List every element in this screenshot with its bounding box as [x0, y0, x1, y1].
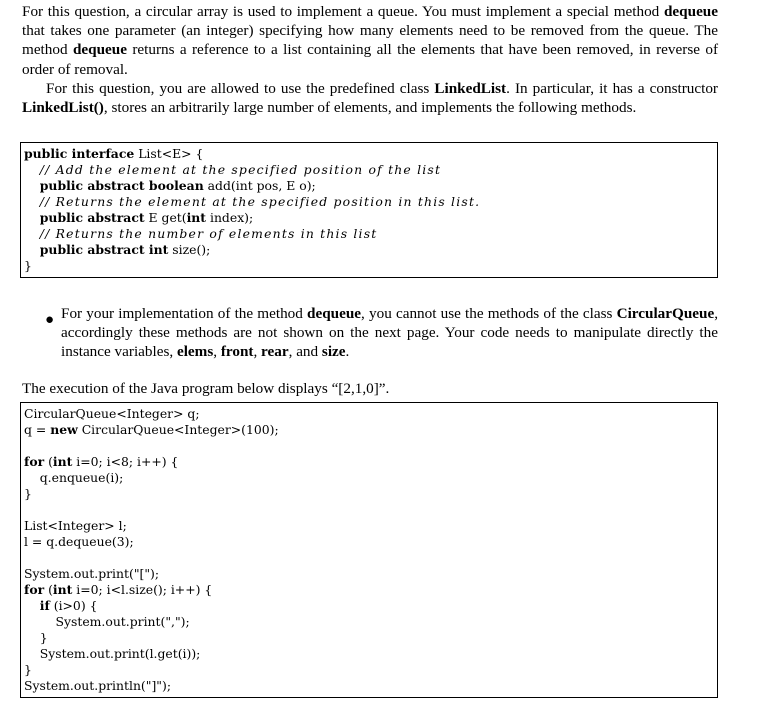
- code-line: // Returns the number of elements in this list: [39, 226, 378, 241]
- text-run: ,: [253, 343, 262, 361]
- text-run: For your implementation of the method: [61, 305, 308, 322]
- program-code-box: [20, 402, 718, 698]
- code-line: // Add the element at the specified position of the list: [39, 162, 442, 177]
- bold-term: LinkedList(): [22, 99, 104, 117]
- code-line: public abstract boolean add(int pos, E o);: [39, 178, 316, 193]
- text-run: .: [345, 343, 350, 361]
- code-line: List<Integer> l;: [24, 518, 127, 533]
- text-run: , and: [288, 343, 322, 361]
- bold-term: LinkedList: [434, 80, 507, 97]
- text-run: returns a reference to a list containing all the elements that have been removed, in reverse of order of removal.: [22, 41, 718, 78]
- code-line: public abstract E get(int index);: [39, 210, 254, 225]
- bold-term: rear: [261, 343, 289, 361]
- code-line: System.out.print("[");: [24, 566, 160, 581]
- code-line: }: [24, 258, 32, 273]
- code-line: System.out.print(",");: [24, 614, 190, 629]
- program-code: [24, 406, 279, 694]
- code-line: // Returns the element at the specified position in this list.: [39, 194, 481, 209]
- intro-paragraph-2: [22, 79, 718, 117]
- intro-paragraph-1: [22, 2, 718, 79]
- list-interface-code: [24, 146, 480, 274]
- bold-term: CircularQueue: [616, 305, 715, 322]
- code-line: l = q.dequeue(3);: [24, 534, 134, 549]
- execution-text: The execution of the Java program below displays “[2,1,0]”.: [22, 380, 390, 397]
- bullet-paragraph: [61, 304, 718, 362]
- bold-term: front: [220, 343, 254, 361]
- text-run: , you cannot use the methods of the class: [361, 305, 617, 322]
- text-run: . In particular, it has a constructor: [506, 80, 718, 97]
- text-run: For this question, you are allowed to use the predefined class: [46, 80, 435, 97]
- code-line: }: [24, 486, 32, 501]
- code-line: public abstract int size();: [39, 242, 211, 257]
- bold-term: dequeue: [663, 3, 718, 20]
- code-line: }: [24, 630, 48, 645]
- text-run: , accordingly these methods are not shown on the next page. Your code needs to manipulate directly the instance variables,: [61, 305, 718, 361]
- text-run: , stores an arbitrarily large number of elements, and implements the following methods.: [103, 99, 637, 117]
- code-line: CircularQueue<Integer> q;: [24, 406, 200, 421]
- code-line: }: [24, 662, 32, 677]
- code-line: q = new CircularQueue<Integer>(100);: [24, 422, 279, 437]
- bold-term: size: [321, 343, 346, 361]
- code-line: System.out.print(l.get(i));: [24, 646, 201, 661]
- text-run: that takes one parameter (an integer) specifying how many elements need to be removed from the queue. The method: [22, 22, 718, 59]
- code-line: if (i>0) {: [39, 598, 98, 613]
- text-run: For this question, a circular array is used to implement a queue. You must implement a special method: [22, 3, 664, 20]
- code-line: for (int i=0; i<8; i++) {: [24, 454, 179, 469]
- text-run: ,: [213, 343, 221, 361]
- list-interface-code-box: [20, 142, 718, 278]
- code-line: public interface List<E> {: [24, 146, 204, 161]
- bold-term: dequeue: [72, 41, 127, 59]
- bold-term: dequeue: [307, 305, 362, 322]
- code-line: System.out.println("]");: [24, 678, 171, 693]
- code-line: for (int i=0; i<l.size(); i++) {: [24, 582, 213, 597]
- bullet-marker: ●: [45, 312, 55, 328]
- code-line: q.enqueue(i);: [24, 470, 124, 485]
- bold-term: elems: [176, 343, 214, 361]
